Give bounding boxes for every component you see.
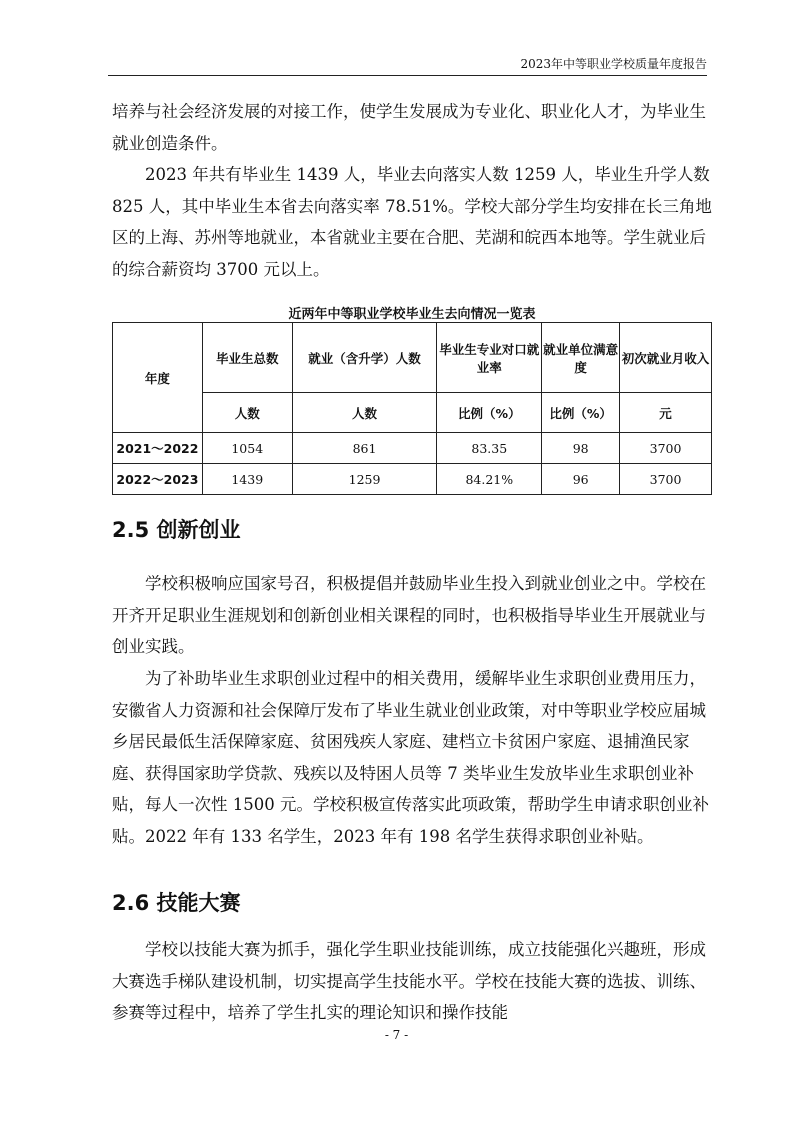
unit-cell: 比例（%） xyxy=(437,393,542,433)
table-cell: 3700 xyxy=(620,433,712,464)
unit-cell: 元 xyxy=(620,393,712,433)
table-cell: 84.21% xyxy=(437,464,542,495)
table-row xyxy=(113,464,712,495)
row-year: 2022～2023 xyxy=(113,464,203,495)
header-title: 2023年中等职业学校质量年度报告 xyxy=(520,57,707,71)
page-header xyxy=(108,48,707,76)
section-heading-2-6: 2.6 技能大赛 xyxy=(112,891,241,915)
table-header-row xyxy=(113,323,712,393)
table-cell: 1259 xyxy=(292,464,437,495)
table-row xyxy=(113,433,712,464)
table-cell: 83.35 xyxy=(437,433,542,464)
table-cell: 98 xyxy=(542,433,620,464)
intro-paragraph-2: 2023 年共有毕业生 1439 人，毕业去向落实人数 1259 人，毕业生升学人数 825 人，其中毕业生本省去向落实率 78.51%。学校大部分学生均安排在长三角地区的上海、苏州等地就业，本省就业主要在合肥、芜湖和皖西本地等。学生就业后的综合薪资均 3700 元以上。 xyxy=(112,165,712,279)
header-income: 初次就业月收入 xyxy=(620,323,712,393)
section-2-5-paragraph-1: 学校积极响应国家号召，积极提倡并鼓励毕业生投入到就业创业之中。学校在开齐开足职业生涯规划和创新创业相关课程的同时，也积极指导毕业生开展就业与创业实践。 xyxy=(112,574,706,656)
section-heading-2-5: 2.5 创新创业 xyxy=(112,518,241,542)
intro-paragraph-1: 培养与社会经济发展的对接工作，使学生发展成为专业化、职业化人才，为毕业生就业创造条件。 xyxy=(112,102,706,153)
header-satisfaction: 就业单位满意度 xyxy=(542,323,620,393)
row-year: 2021～2022 xyxy=(113,433,203,464)
graduate-destination-table xyxy=(112,322,712,495)
unit-cell: 人数 xyxy=(292,393,437,433)
table-cell: 3700 xyxy=(620,464,712,495)
header-match-rate: 毕业生专业对口就业率 xyxy=(437,323,542,393)
header-total-graduates: 毕业生总数 xyxy=(202,323,292,393)
table-unit-row xyxy=(113,393,712,433)
section-2-5-paragraph-2: 为了补助毕业生求职创业过程中的相关费用，缓解毕业生求职创业费用压力，安徽省人力资源和社会保障厅发布了毕业生就业创业政策，对中等职业学校应届城乡居民最低生活保障家庭、贫困残疾人家庭、建档立卡贫困户家庭、退捕渔民家庭、获得国家助学贷款、残疾以及特困人员等 7 类毕业生发放毕业生求职创业补贴，每人一次性 1500 元。学校积极宣传落实此项政策，帮助学生申请求职创业补贴。2022 年有 133 名学生，2023 年有 198 名学生获得求职创业补贴。 xyxy=(112,669,709,846)
table-cell: 1439 xyxy=(202,464,292,495)
header-employed: 就业（含升学）人数 xyxy=(292,323,437,393)
section-2-6-paragraph-1: 学校以技能大赛为抓手，强化学生职业技能训练，成立技能强化兴趣班，形成大赛选手梯队建设机制，切实提高学生技能水平。学校在技能大赛的选拔、训练、参赛等过程中，培养了学生扎实的理论知识和操作技能 xyxy=(112,940,706,1022)
unit-cell: 人数 xyxy=(202,393,292,433)
table-title: 近两年中等职业学校毕业生去向情况一览表 xyxy=(288,307,536,322)
unit-cell: 比例（%） xyxy=(542,393,620,433)
header-year: 年度 xyxy=(113,323,203,433)
table-cell: 96 xyxy=(542,464,620,495)
page-number: - 7 - xyxy=(384,1028,409,1042)
table-cell: 861 xyxy=(292,433,437,464)
table-cell: 1054 xyxy=(202,433,292,464)
